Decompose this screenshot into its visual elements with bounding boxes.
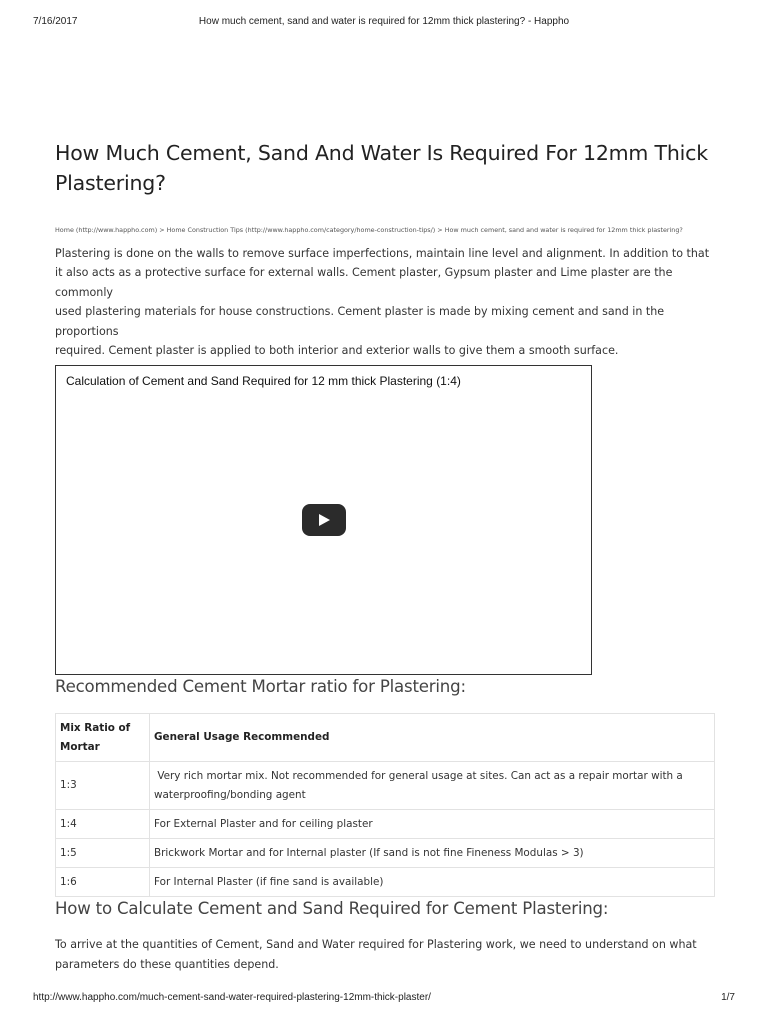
print-page-title: How much cement, sand and water is required for 12mm thick plastering? - Happho — [198, 16, 570, 27]
intro-line: Plastering is done on the walls to remove surface imperfections, maintain line level and alignment. In addition to that — [55, 247, 710, 260]
paragraph-line: parameters do these quantities depend. — [55, 958, 279, 972]
table-cell-ratio: 1:3 — [56, 762, 150, 810]
print-page-number: 1/7 — [721, 992, 735, 1003]
table-row — [56, 868, 715, 897]
table-cell-usage: Brickwork Mortar and for Internal plaster (If sand is not fine Fineness Modulas > 3) — [150, 839, 715, 868]
paragraph-line: To arrive at the quantities of Cement, Sand and Water required for Plastering work, we need to understand on what — [55, 938, 697, 952]
table-row — [56, 762, 715, 810]
table-header-cell: Mix Ratio of Mortar — [56, 714, 150, 762]
table-cell-usage: Very rich mortar mix. Not recommended for general usage at sites. Can act as a repair mortar with a waterproofing/bonding agent — [150, 762, 715, 810]
table-row — [56, 810, 715, 839]
table-header-cell: General Usage Recommended — [150, 714, 715, 762]
calculation-paragraph — [55, 935, 715, 975]
video-title[interactable]: Calculation of Cement and Sand Required for 12 mm thick Plastering (1:4) — [66, 374, 461, 389]
print-url: http://www.happho.com/much-cement-sand-water-required-plastering-12mm-thick-plaster/ — [33, 992, 431, 1003]
intro-line: required. Cement plaster is applied to both interior and exterior walls to give them a smooth surface. — [55, 344, 619, 358]
table-cell-ratio: 1:6 — [56, 868, 150, 897]
section-heading-mortar-ratio: Recommended Cement Mortar ratio for Plastering: — [55, 677, 466, 697]
table-cell-ratio: 1:5 — [56, 839, 150, 868]
intro-line: it also acts as a protective surface for external walls. Cement plaster, Gypsum plaster and Lime plaster are the commonly — [55, 266, 673, 299]
breadcrumb[interactable]: Home (http://www.happho.com) > Home Construction Tips (http://www.happho.com/category/home-construction-tips/) > How much cement, sand and water is required for 12mm thick plastering? — [55, 226, 683, 234]
print-header — [33, 16, 735, 30]
mortar-ratio-table — [55, 713, 715, 897]
table-cell-ratio: 1:4 — [56, 810, 150, 839]
play-button[interactable] — [302, 504, 346, 536]
print-date: 7/16/2017 — [33, 16, 78, 27]
print-footer — [33, 992, 735, 1006]
video-embed[interactable] — [55, 365, 592, 675]
table-header-row — [56, 714, 715, 762]
table-cell-usage: For External Plaster and for ceiling plaster — [150, 810, 715, 839]
article — [55, 138, 715, 975]
intro-paragraph — [55, 244, 715, 360]
section-heading-calculation: How to Calculate Cement and Sand Required for Cement Plastering: — [55, 899, 609, 919]
article-title-line: How Much Cement, Sand And Water Is Required For 12mm Thick — [55, 141, 708, 165]
play-icon — [319, 514, 330, 526]
article-title-line: Plastering? — [55, 171, 166, 195]
table-row — [56, 839, 715, 868]
intro-line: used plastering materials for house constructions. Cement plaster is made by mixing cement and sand in the proportions — [55, 305, 665, 338]
table-cell-usage: For Internal Plaster (if fine sand is available) — [150, 868, 715, 897]
article-title — [55, 138, 715, 198]
